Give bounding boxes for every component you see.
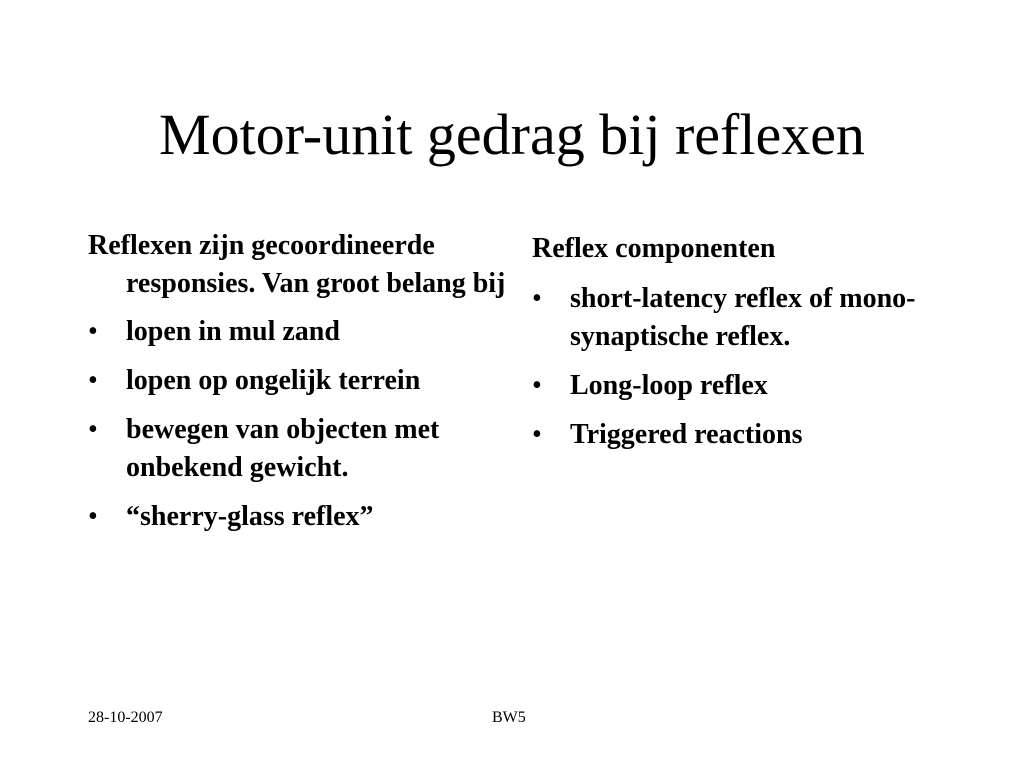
- list-item: [88, 313, 518, 351]
- list-item: [88, 411, 518, 487]
- bullet-icon: •: [88, 501, 98, 532]
- bullet-icon: •: [88, 414, 98, 445]
- list-item-text: bewegen van objecten met onbekend gewicht.: [126, 414, 440, 483]
- list-item-text: lopen in mul zand: [126, 316, 340, 347]
- slide-title: Motor-unit gedrag bij reflexen: [159, 102, 865, 167]
- list-item-text: lopen op ongelijk terrein: [126, 365, 421, 396]
- right-bullet-list: [532, 280, 972, 454]
- footer-date: 28-10-2007: [88, 709, 163, 726]
- list-item-text: short-latency reflex of mono-synaptische reflex.: [570, 283, 916, 352]
- footer-code: BW5: [492, 709, 526, 726]
- list-item: [532, 367, 972, 405]
- right-column: [532, 230, 972, 465]
- bullet-icon: •: [532, 419, 542, 450]
- left-intro-text: Reflexen zijn gecoordineerde responsies. Van groot belang bij: [88, 230, 506, 299]
- list-item: [532, 280, 972, 356]
- list-item: [532, 416, 972, 454]
- list-item-text: Long-loop reflex: [570, 370, 768, 401]
- list-item-text: Triggered reactions: [570, 419, 803, 450]
- list-item: [88, 498, 518, 536]
- bullet-icon: •: [532, 370, 542, 401]
- bullet-icon: •: [88, 365, 98, 396]
- list-item-text: “sherry-glass reflex”: [126, 501, 374, 532]
- bullet-icon: •: [88, 316, 98, 347]
- bullet-icon: •: [532, 283, 542, 314]
- right-heading: Reflex componenten: [532, 233, 776, 264]
- list-item: [88, 362, 518, 400]
- left-bullet-list: [88, 313, 518, 536]
- left-column: [88, 227, 518, 547]
